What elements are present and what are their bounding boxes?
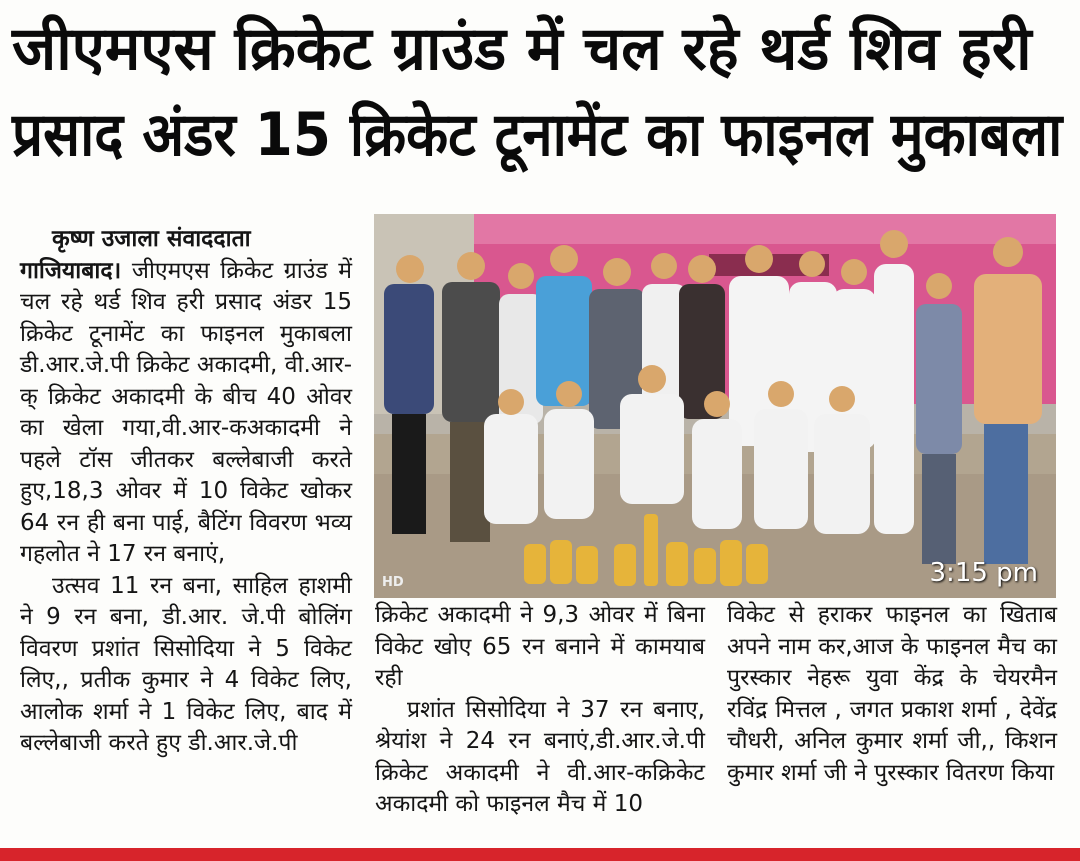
article-paragraph-2: उत्सव 11 रन बना, साहिल हाशमी ने 9 रन बना, डी.आर. जे.पी बोलिंग विवरण प्रशांत सिसोदिया ने 5 विकेट लिए,, प्रतीक कुमार ने 4 विकेट लिए, आलोक शर्मा ने 1 विकेट लिए, बाद में बल्लेबाजी करते हुए डी.आर.जे.पी bbox=[20, 572, 352, 756]
team-photo bbox=[374, 214, 1056, 598]
bottom-red-bar bbox=[0, 848, 1080, 861]
article-paragraph-4: प्रशांत सिसोदिया ने 37 रन बनाए, श्रेयांश ने 24 रन बनाएं,डी.आर.जे.पी क्रिकेट अकादमी ने वी.आर-कक्रिकेट अकादमी को फाइनल मैच में 10 bbox=[375, 696, 705, 817]
headline bbox=[12, 6, 1068, 178]
dateline: गाजियाबाद। bbox=[20, 257, 122, 284]
hd-label: HD bbox=[382, 575, 404, 590]
photo-timestamp: 3:15 pm bbox=[929, 558, 1038, 588]
article-column-3 bbox=[727, 600, 1057, 789]
headline-line-2: प्रसाद अंडर 15 क्रिकेट टूनामेंट का फाइनल मुकाबला bbox=[12, 100, 1063, 170]
headline-line-1: जीएमएस क्रिकेट ग्राउंड में चल रहे थर्ड शिव हरी bbox=[12, 14, 1032, 84]
byline: कृष्ण उजाला संवाददाता bbox=[52, 226, 251, 252]
article-paragraph-5: विकेट से हराकर फाइनल का खिताब अपने नाम कर,आज के फाइनल मैच का पुरस्कार नेहरू युवा केंद्र के चेयरमैन रविंद्र मित्तल , जगत प्रकाश शर्मा , देवेंद्र चौधरी, अनिल कुमार शर्मा जी,, किशन कुमार शर्मा जी ने पुरस्कार वितरण किया bbox=[727, 602, 1057, 786]
paragraph-1-text: जीएमएस क्रिकेट ग्राउंड में चल रहे थर्ड शिव हरी प्रसाद अंडर 15 क्रिकेट टूनामेंट का फाइनल मुकाबला डी.आर.जे.पी क्रिकेट अकादमी, वी.आर-क् क्रिकेट अकादमी के बीच 40 ओवर का खेला गया,वी.आर-कअकादमी ने पहले टॉस जीतकर बल्लेबाजी करते हुए,18,3 ओवर में 10 विकेट खोकर 64 रन ही बना पाई, बैटिंग विवरण भव्य गहलोत ने 17 रन बनाएं, bbox=[20, 257, 353, 567]
article-column-1 bbox=[20, 224, 352, 760]
article-column-2 bbox=[375, 600, 705, 821]
article-paragraph-1 bbox=[20, 256, 352, 571]
team-photo-image bbox=[374, 214, 1056, 598]
article-paragraph-3: क्रिकेट अकादमी ने 9,3 ओवर में बिना विकेट खोए 65 रन बनाने में कामयाब रही bbox=[375, 602, 705, 691]
